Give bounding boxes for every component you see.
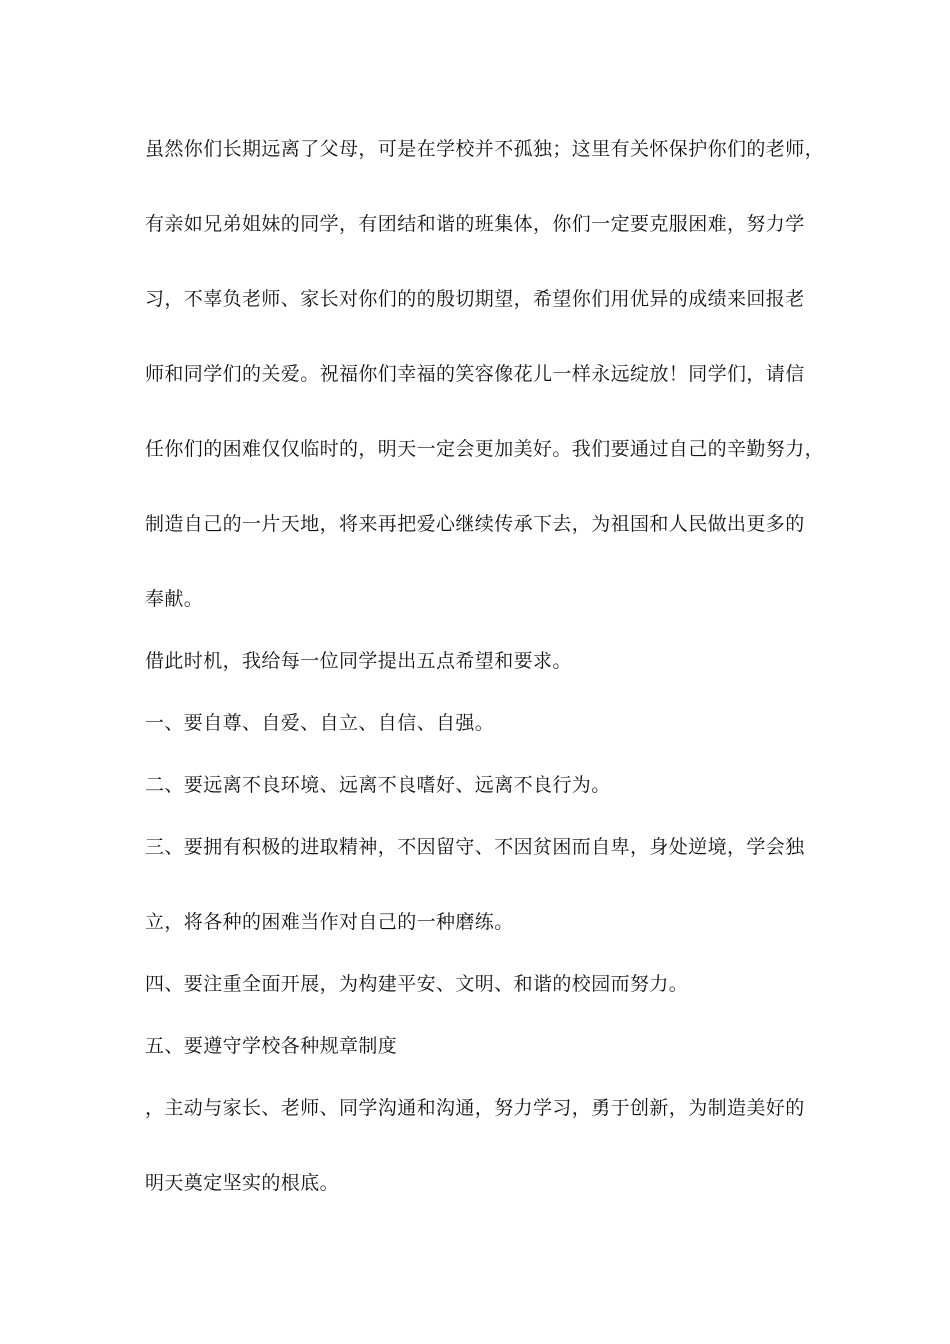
text-line: 任你们的困难仅仅临时的，明天一定会更加美好。我们要通过自己的辛勤努力， — [145, 438, 825, 460]
text-line: 三、要拥有积极的进取精神，不因留守、不因贫困而自卑，身处逆境，学会独 — [145, 836, 805, 858]
text-line: 四、要注重全面开展，为构建平安、文明、和谐的校园而努力。 — [145, 973, 689, 995]
text-line: 习，不辜负老师、家长对你们的的殷切期望，希望你们用优异的成绩来回报老 — [145, 288, 805, 310]
text-line: 立，将各种的困难当作对自己的一种磨练。 — [145, 911, 514, 933]
text-line: 借此时机，我给每一位同学提出五点希望和要求。 — [145, 650, 572, 672]
text-line: 制造自己的一片天地，将来再把爱心继续传承下去，为祖国和人民做出更多的 — [145, 513, 805, 535]
text-line: 虽然你们长期远离了父母，可是在学校并不孤独；这里有关怀保护你们的老师， — [145, 138, 825, 160]
text-line: 奉献。 — [145, 588, 204, 610]
text-line: 明天奠定坚实的根底。 — [145, 1172, 340, 1194]
text-line: 二、要远离不良环境、远离不良嗜好、远离不良行为。 — [145, 774, 611, 796]
text-line: 师和同学们的关爱。祝福你们幸福的笑容像花儿一样永远绽放！同学们，请信 — [145, 363, 805, 385]
text-line: 有亲如兄弟姐妹的同学，有团结和谐的班集体，你们一定要克服困难，努力学 — [145, 213, 805, 235]
text-line: 一、要自尊、自爱、自立、自信、自强。 — [145, 712, 495, 734]
text-line: ，主动与家长、老师、同学沟通和沟通，努力学习，勇于创新，为制造美好的 — [145, 1097, 805, 1119]
text-line: 五、要遵守学校各种规章制度 — [145, 1035, 398, 1057]
